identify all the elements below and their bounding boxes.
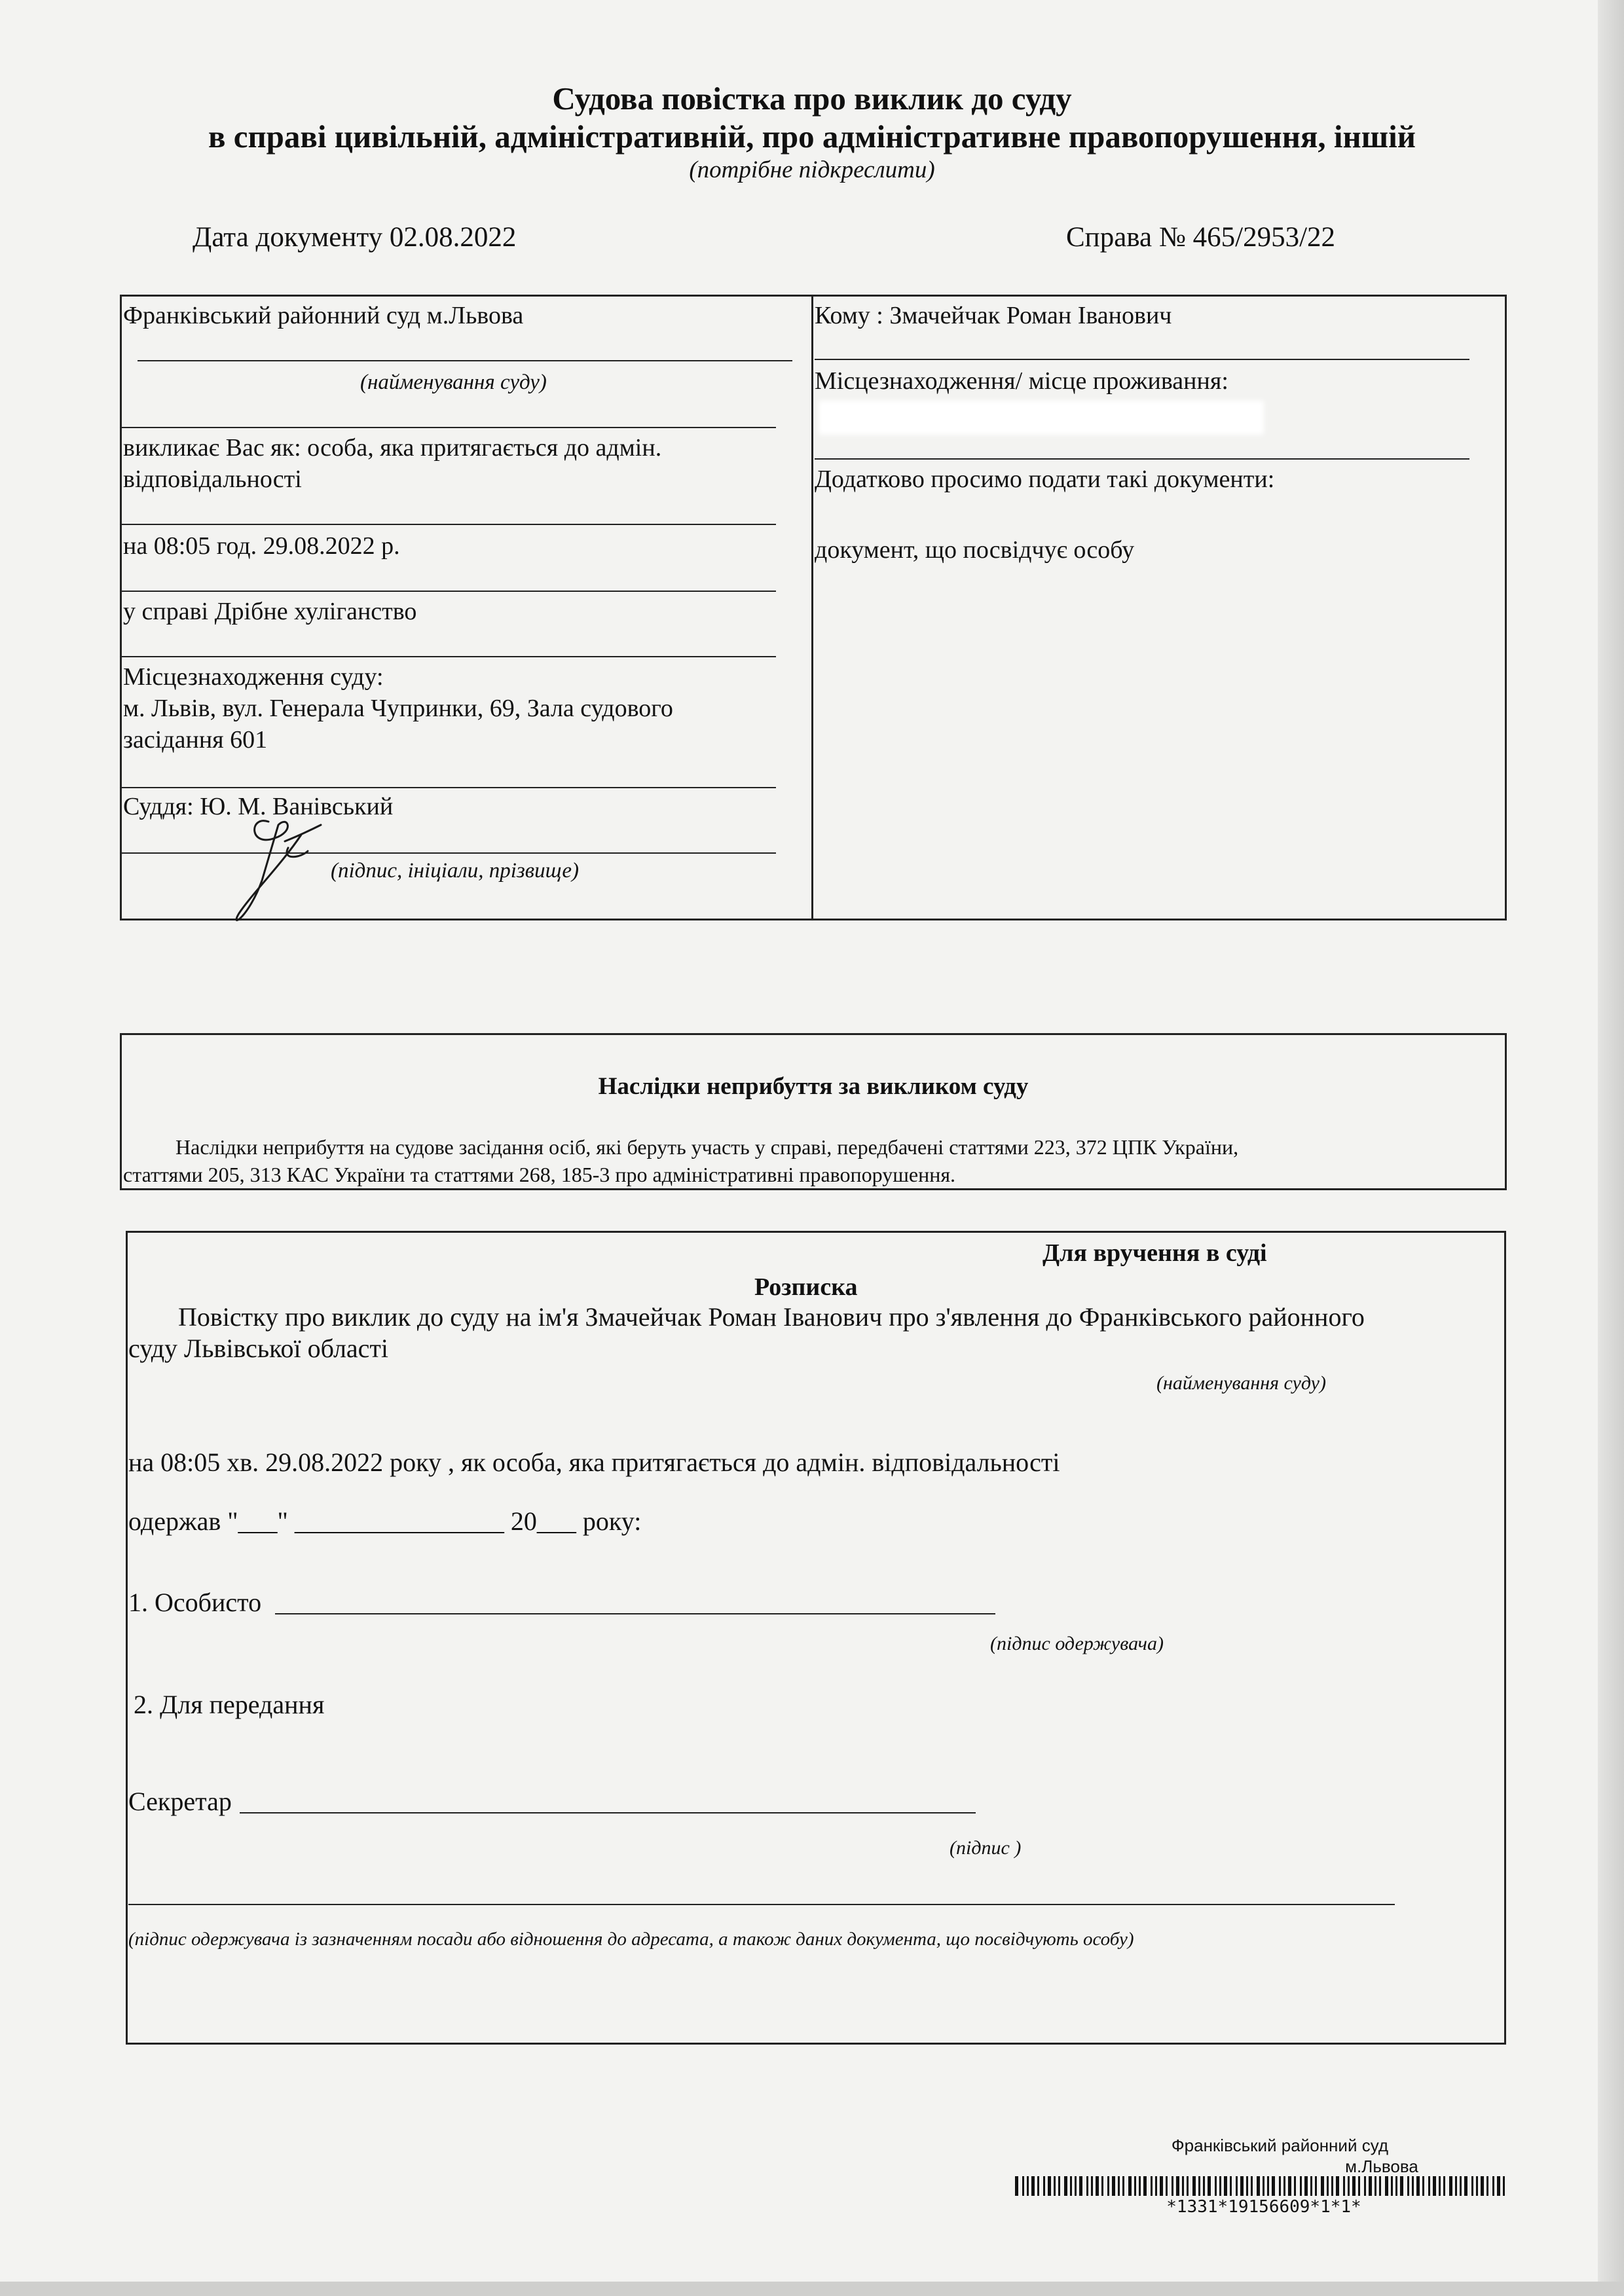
barcode-bar [1107,2176,1109,2196]
barcode-bar [1503,2176,1505,2196]
court-room: засідання 601 [123,726,268,754]
barcode-bar [1192,2176,1196,2196]
barcode-bar [1128,2176,1132,2196]
secretary-signature-line [240,1812,976,1813]
judge-signature [223,802,334,933]
barcode-bar [1230,2176,1232,2196]
summons-as-continued: відповідальності [123,465,302,493]
transfer-label: 2. Для передання [134,1690,325,1719]
barcode-bar [1267,2176,1269,2196]
barcode-bar [1015,2176,1018,2196]
barcode-bar [1112,2176,1115,2196]
barcode-bar [1151,2176,1153,2196]
recipient-details-caption: (підпис одержувача із зазначенням посади або відношення до адресата, а також даних документа, що посвідчують особу) [128,1929,1134,1950]
court-location-label: Місцезнаходження суду: [123,663,384,691]
barcode-bar [1439,2176,1441,2196]
barcode-bar [1224,2176,1227,2196]
barcode-bar [1327,2176,1329,2196]
barcode-bar [1022,2176,1024,2196]
receipt-text-continued: суду Львівської області [128,1334,389,1363]
signature-caption: (підпис, ініціали, прізвище) [331,859,580,883]
barcode-bar [1172,2176,1173,2196]
recipient-line [815,359,1469,360]
secretary-signature-caption: (підпис ) [950,1837,1022,1859]
divider [121,591,776,592]
barcode-bar [1143,2176,1147,2196]
barcode-bar [1433,2176,1436,2196]
barcode-bar [1236,2176,1238,2196]
summons-table-divider [811,295,813,920]
residence-label: Місцезнаходження/ місце проживання: [815,367,1228,395]
barcode-bar [1416,2176,1420,2196]
barcode-bar [1176,2176,1179,2196]
barcode-bar [1064,2176,1067,2196]
barcode-bar [1294,2176,1296,2196]
personally-label: 1. Особисто [128,1588,262,1617]
barcode-bar [1428,2176,1430,2196]
receipt-text: Повістку про виклик до суду на ім'я Змачейчак Роман Іванович про з'явлення до Франківського районного [178,1302,1365,1332]
barcode-bar [1369,2176,1372,2196]
barcode-bar [1048,2176,1051,2196]
barcode-bar [1400,2176,1403,2196]
barcode-bar [1251,2176,1253,2196]
barcode-bar [1272,2176,1275,2196]
barcode-bar [1139,2176,1141,2196]
footer-court-name: Франківський районний суд [1171,2136,1388,2155]
barcode-bar [1031,2176,1035,2196]
receipt-court-caption: (найменування суду) [1156,1372,1326,1394]
barcode-bar [1203,2176,1205,2196]
barcode-bar [1331,2176,1333,2196]
barcode-bar [1455,2176,1457,2196]
barcode-bar [1101,2176,1103,2196]
barcode-bar [1043,2176,1045,2196]
barcode-bar [1412,2176,1414,2196]
received-date-line: одержав "___" ________________ 20___ року: [128,1506,642,1536]
barcode-bar [1385,2176,1388,2196]
divider [121,787,776,788]
paper-edge [1598,0,1624,2296]
recipient-name: Кому : Змачейчак Роман Іванович [815,302,1172,329]
barcode-bar [1240,2176,1244,2196]
recipient-details-line [128,1904,1395,1905]
court-name-line [138,360,792,361]
redacted-address [819,401,1264,435]
court-address: м. Львів, вул. Генерала Чупринки, 69, Зала судового [123,695,673,722]
barcode-bar [1187,2176,1189,2196]
barcode-bar [1166,2176,1168,2196]
barcode-bar [1443,2176,1445,2196]
barcode-bar [1497,2176,1500,2196]
barcode-bar [1422,2176,1424,2196]
scan-bottom-edge [0,2282,1624,2296]
barcode-bar [1155,2176,1157,2196]
residence-line [815,458,1469,460]
barcode-bar [1492,2176,1494,2196]
barcode-bar [1352,2176,1356,2196]
judge-name: Суддя: Ю. М. Ванівський [123,793,394,820]
barcode-bar [1471,2176,1473,2196]
barcode-bar [1315,2176,1317,2196]
receipt-hearing-time: на 08:05 хв. 29.08.2022 року , як особа, яка притягається до адмін. відповідальності [128,1448,1060,1477]
barcode-bar [1134,2176,1136,2196]
barcode-bar [1476,2176,1478,2196]
barcode-bar [1391,2176,1393,2196]
barcode-bar [1054,2176,1056,2196]
barcode-bar [1118,2176,1120,2196]
barcode-bar [1208,2176,1211,2196]
receipt-heading: Розписка [754,1273,858,1301]
personal-signature-line [275,1613,995,1614]
barcode-bar [1215,2176,1217,2196]
barcode-bar [1027,2176,1029,2196]
barcode-bar [1288,2176,1291,2196]
barcode-bar [1257,2176,1260,2196]
barcode-bar [1449,2176,1452,2196]
consequences-heading: Наслідки неприбуття за викликом суду [598,1073,1029,1100]
secretary-label: Секретар [128,1787,232,1816]
divider [121,524,776,525]
footer-court-city: м.Львова [1345,2157,1418,2176]
barcode-bar [1219,2176,1221,2196]
consequences-text: Наслідки неприбуття на судове засідання осіб, які беруть участь у справі, передбачені статтями 223, 372 ЦПК України, [175,1135,1239,1159]
barcode-bar [1336,2176,1339,2196]
divider [121,656,776,657]
barcode-bar [1407,2176,1409,2196]
consequences-text-continued: статтями 205, 313 КАС України та статтями 268, 185-3 про адміністративні правопорушення. [123,1163,956,1186]
barcode-bar [1395,2176,1397,2196]
barcode-bar [1310,2176,1312,2196]
barcode [1015,2176,1513,2196]
hearing-time: на 08:05 год. 29.08.2022 р. [123,532,400,560]
barcode-bar [1096,2176,1099,2196]
documents-label: Додатково просимо подати такі документи: [815,465,1275,493]
barcode-bar [1343,2176,1345,2196]
barcode-bar [1122,2176,1124,2196]
divider [121,427,776,428]
barcode-bar [1198,2176,1200,2196]
barcode-bar [1348,2176,1350,2196]
barcode-bar [1070,2176,1072,2196]
barcode-bar [1464,2176,1467,2196]
documents-required: документ, що посвідчує особу [815,536,1135,564]
case-type: у справі Дрібне хуліганство [123,598,417,625]
barcode-bar [1246,2176,1248,2196]
for-delivery-label: Для вручення в суді [1043,1239,1267,1267]
barcode-bar [1037,2176,1039,2196]
barcode-bar [1460,2176,1462,2196]
barcode-bar [1375,2176,1376,2196]
barcode-number: *1331*19156609*1*1* [1166,2197,1361,2217]
barcode-bar [1358,2176,1360,2196]
barcode-bar [1300,2176,1302,2196]
case-number: Справа № 465/2953/22 [1066,222,1336,253]
barcode-bar [1160,2176,1163,2196]
barcode-bar [1079,2176,1082,2196]
barcode-bar [1379,2176,1381,2196]
barcode-bar [1304,2176,1308,2196]
barcode-bar [1263,2176,1264,2196]
barcode-bar [1481,2176,1484,2196]
divider [121,852,776,854]
barcode-bar [1086,2176,1088,2196]
barcode-bar [1283,2176,1285,2196]
barcode-bar [1058,2176,1060,2196]
court-name: Франківський районний суд м.Львова [123,302,524,329]
recipient-signature-caption: (підпис одержувача) [990,1633,1164,1654]
barcode-bar [1091,2176,1093,2196]
document-date: Дата документу 02.08.2022 [193,222,517,253]
barcode-bar [1182,2176,1184,2196]
court-name-caption: (найменування суду) [360,371,547,394]
document-subtitle: в справі цивільній, адміністративній, про адміністративне правопорушення, іншій [208,118,1416,155]
barcode-bar [1075,2176,1077,2196]
barcode-bar [1364,2176,1366,2196]
summons-as: викликає Вас як: особа, яка притягається до адмін. [123,434,662,462]
document-title: Судова повістка про виклик до суду [552,81,1072,117]
barcode-bar [1486,2176,1488,2196]
underline-note: (потрібне підкреслити) [689,156,935,183]
barcode-bar [1279,2176,1281,2196]
barcode-bar [1321,2176,1324,2196]
